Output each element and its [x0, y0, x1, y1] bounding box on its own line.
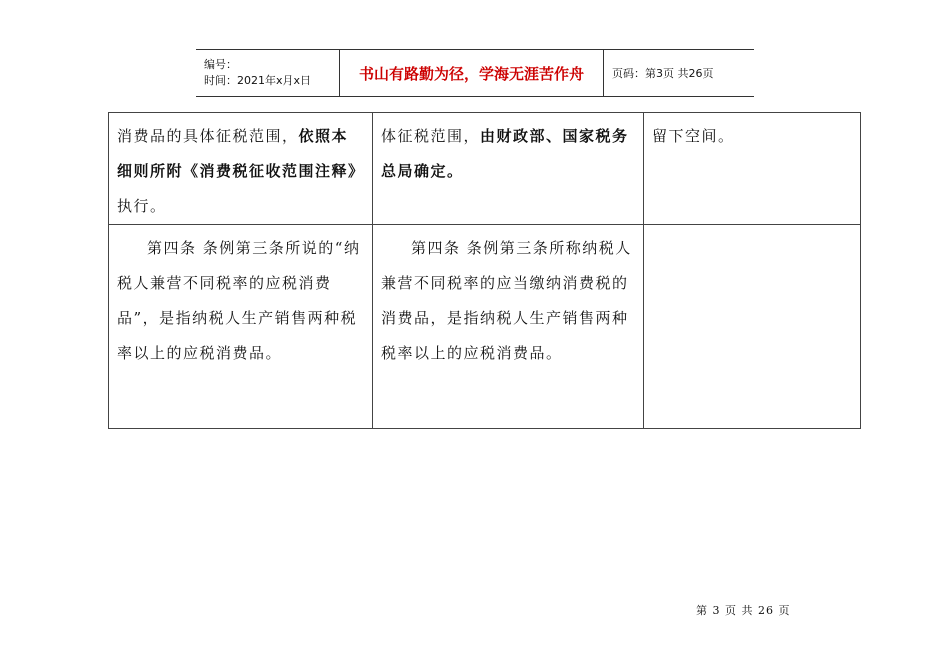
time-label: 时间：2021年x月x日 [204, 74, 312, 87]
table-row [109, 225, 861, 429]
header-page-info [604, 50, 754, 96]
comparison-table [108, 112, 861, 429]
table-cell [373, 225, 644, 429]
cell-text-bold: 依照本细则所附《消费税征收范围注释》 [117, 127, 365, 180]
header-motto [339, 50, 604, 96]
motto-text: 书山有路勤为径，学海无涯苦作舟 [358, 64, 584, 83]
cell-text: 第四条 条例第三条所说的“纳税人兼营不同税率的应税消费品”，是指纳税人生产销售两种税率以上的应税消费品。 [117, 239, 361, 362]
cell-text-bold: 由财政部、国家税务总局确定。 [381, 127, 629, 180]
cell-text: 第四条 条例第三条所称纳税人兼营不同税率的应当缴纳消费税的消费品，是指纳税人生产销售两种税率以上的应税消费品。 [381, 239, 632, 362]
table-cell-empty [644, 225, 861, 429]
table-cell [109, 225, 373, 429]
table-cell [109, 113, 373, 225]
page-header [196, 49, 754, 97]
cell-text: 执行。 [117, 197, 167, 215]
footer-page-number: 第 3 页 共 26 页 [696, 604, 791, 617]
table-cell [644, 113, 861, 225]
page-footer [696, 602, 790, 618]
cell-text: 体征税范围， [381, 127, 481, 145]
page-label: 页码：第3页 共26页 [612, 67, 714, 80]
cell-text: 消费品的具体征税范围， [117, 127, 299, 145]
header-meta [196, 50, 339, 96]
table-row [109, 113, 861, 225]
cell-text: 留下空间。 [652, 127, 735, 145]
table-cell [373, 113, 644, 225]
number-label: 编号： [204, 58, 237, 71]
